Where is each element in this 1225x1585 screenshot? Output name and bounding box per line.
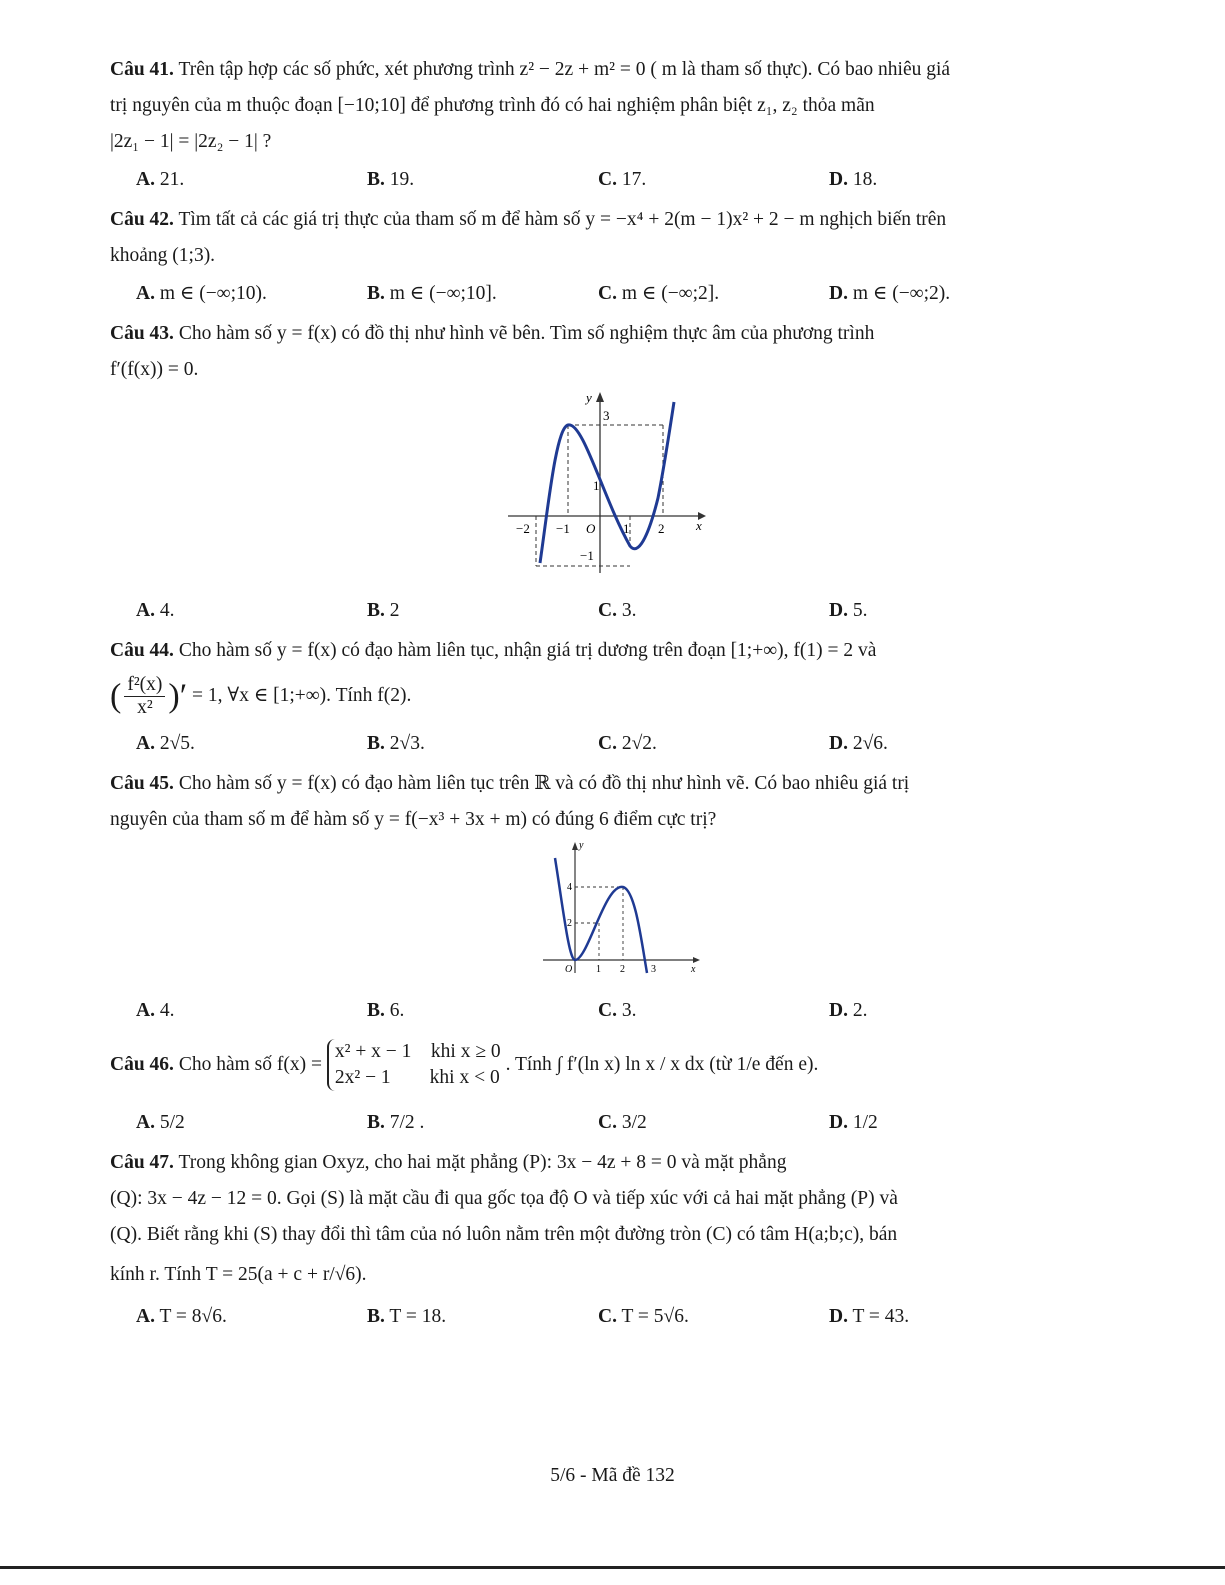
option-c[interactable]: C. m ∈ (−∞;2]. [598, 283, 720, 304]
option-a[interactable]: A. 4. [136, 600, 175, 621]
question-text: . Tính ∫ f′(ln x) ln x / x dx (từ 1/e đến e). [505, 1053, 819, 1075]
option-a[interactable]: A. m ∈ (−∞;10). [136, 283, 267, 304]
question-44 [110, 633, 1095, 669]
question-47 [110, 1145, 1095, 1181]
question-text-line: (Q): 3x − 4z − 12 = 0. Gọi (S) là mặt cầu đi qua gốc tọa độ O và tiếp xúc với cả hai mặt phẳng (P) và [110, 1187, 898, 1209]
answer-options [110, 162, 1095, 198]
option-b[interactable]: B. T = 18. [367, 1305, 447, 1327]
tick-label: −1 [580, 548, 594, 563]
function-curve [540, 402, 674, 563]
answer-options [110, 276, 1095, 312]
question-text: Cho hàm số y = f(x) có đạo hàm liên tục trên ℝ và có đồ thị như hình vẽ. Có bao nhiêu giá trị [178, 772, 910, 794]
option-c[interactable]: C. 17. [598, 169, 647, 190]
option-b[interactable]: B. 6. [367, 999, 405, 1021]
tick-label: 1 [623, 521, 630, 536]
question-41 [110, 52, 1095, 88]
question-number: Câu 46. [110, 1053, 174, 1075]
tick-label: 1 [593, 478, 600, 493]
question-number: Câu 42. [110, 209, 174, 230]
function-curve [555, 858, 647, 973]
question-text-line [110, 669, 1095, 724]
option-d[interactable]: D. 18. [829, 169, 878, 190]
option-d[interactable]: D. 2. [829, 999, 868, 1021]
option-c[interactable]: C. T = 5√6. [598, 1305, 689, 1327]
question-number: Câu 43. [110, 323, 174, 344]
tick-label: 3 [651, 963, 656, 975]
y-axis-arrow [572, 842, 578, 850]
option-b[interactable]: B. 19. [367, 169, 415, 190]
axis-label-y: y [586, 390, 592, 405]
option-c[interactable]: C. 3/2 [598, 1111, 647, 1133]
question-text-line: |2z₁ − 1| = |2z₂ − 1| ? [110, 131, 272, 152]
answer-options [110, 993, 1095, 1029]
option-c[interactable]: C. 2√2. [598, 732, 657, 754]
answer-options [110, 593, 1095, 629]
option-a[interactable]: A. 4. [136, 999, 175, 1021]
axis-label-x: x [696, 518, 702, 533]
option-c[interactable]: C. 3. [598, 600, 637, 621]
question-text-line: trị nguyên của m thuộc đoạn [−10;10] để phương trình đó có hai nghiệm phân biệt z₁, z₂ thỏa mãn [110, 95, 875, 116]
option-a[interactable]: A. T = 8√6. [136, 1305, 227, 1327]
paren-close: )′ [168, 677, 188, 715]
origin-label: O [565, 963, 573, 975]
question-text: Cho hàm số y = f(x) có đồ thị như hình vẽ bên. Tìm số nghiệm thực âm của phương trình [178, 323, 875, 344]
option-b[interactable]: B. 7/2 . [367, 1111, 425, 1133]
tick-label: 3 [603, 408, 610, 423]
option-b[interactable]: B. m ∈ (−∞;10]. [367, 283, 497, 304]
paren-open: ( [110, 677, 122, 715]
axis-label-x: x [691, 963, 696, 975]
guide-lines [575, 887, 623, 960]
tick-label: 2 [620, 963, 625, 975]
tick-label: 2 [658, 521, 665, 536]
question-text: Tìm tất cả các giá trị thực của tham số m để hàm số y = −x⁴ + 2(m − 1)x² + 2 − m nghịch biến trên [178, 209, 947, 230]
question-45 [110, 766, 1095, 802]
option-b[interactable]: B. 2 [367, 600, 400, 621]
fraction: $\frac{\text{f²(x)}}{\text{x²}}$ [124, 674, 165, 719]
question-text: = 1, ∀x ∈ [1;+∞). Tính f(2). [192, 685, 412, 706]
question-text: Trên tập hợp các số phức, xét phương trình z² − 2z + m² = 0 ( m là tham số thực). Có bao nhiêu giá [178, 59, 951, 80]
answer-options [110, 1299, 1095, 1335]
question-text-line: khoảng (1;3). [110, 245, 216, 266]
question-42 [110, 202, 1095, 238]
option-b[interactable]: B. 2√3. [367, 732, 425, 754]
question-46 [110, 1033, 1095, 1097]
question-text: Cho hàm số y = f(x) có đạo hàm liên tục, nhận giá trị dương trên đoạn [1;+∞), f(1) = 2 và [178, 640, 877, 661]
option-a[interactable]: A. 21. [136, 169, 185, 190]
question-text-line: (Q). Biết rằng khi (S) thay đổi thì tâm của nó luôn nằm trên một đường tròn (C) có tâm H(a;b;c), bán [110, 1223, 898, 1245]
tick-label: 4 [567, 881, 572, 893]
question-number: Câu 45. [110, 772, 174, 794]
option-d[interactable]: D. T = 43. [829, 1305, 910, 1327]
origin-label: O [586, 521, 596, 536]
question-43 [110, 316, 1095, 352]
question-text-line: nguyên của tham số m để hàm số y = f(−x³ + 3x + m) có đúng 6 điểm cực trị? [110, 808, 717, 830]
tick-label: −1 [556, 521, 570, 536]
question-text: Cho hàm số f(x) = [178, 1053, 322, 1075]
bottom-divider [0, 1566, 1225, 1569]
question-text-line: kính r. Tính T = 25(a + c + r/√6). [110, 1263, 367, 1285]
page-footer: 5/6 - Mã đề 132 [550, 1465, 675, 1486]
question-number: Câu 47. [110, 1151, 174, 1173]
question-number: Câu 41. [110, 59, 174, 80]
option-a[interactable]: A. 2√5. [136, 732, 195, 754]
tick-label: 2 [567, 917, 572, 929]
graph-q43 [508, 388, 708, 578]
answer-options [110, 726, 1095, 762]
question-text-line: f′(f(x)) = 0. [110, 359, 199, 380]
graph-q45 [543, 838, 703, 978]
option-a[interactable]: A. 5/2 [136, 1111, 185, 1133]
exam-page [110, 52, 1095, 1339]
option-d[interactable]: D. 5. [829, 600, 868, 621]
piecewise-definition: x² + x − 1 khi x ≥ 0 2x² − 1 khi x < 0 [327, 1039, 501, 1091]
option-d[interactable]: D. 1/2 [829, 1111, 878, 1133]
x-axis-arrow [693, 957, 700, 963]
option-c[interactable]: C. 3. [598, 999, 637, 1021]
option-d[interactable]: D. m ∈ (−∞;2). [829, 283, 951, 304]
tick-label: −2 [516, 521, 530, 536]
question-text: Trong không gian Oxyz, cho hai mặt phẳng (P): 3x − 4z + 8 = 0 và mặt phẳng [178, 1151, 787, 1173]
option-d[interactable]: D. 2√6. [829, 732, 888, 754]
y-axis-arrow [596, 392, 604, 402]
answer-options [110, 1105, 1095, 1141]
axis-label-y: y [579, 839, 584, 851]
question-number: Câu 44. [110, 640, 174, 661]
tick-label: 1 [596, 963, 601, 975]
